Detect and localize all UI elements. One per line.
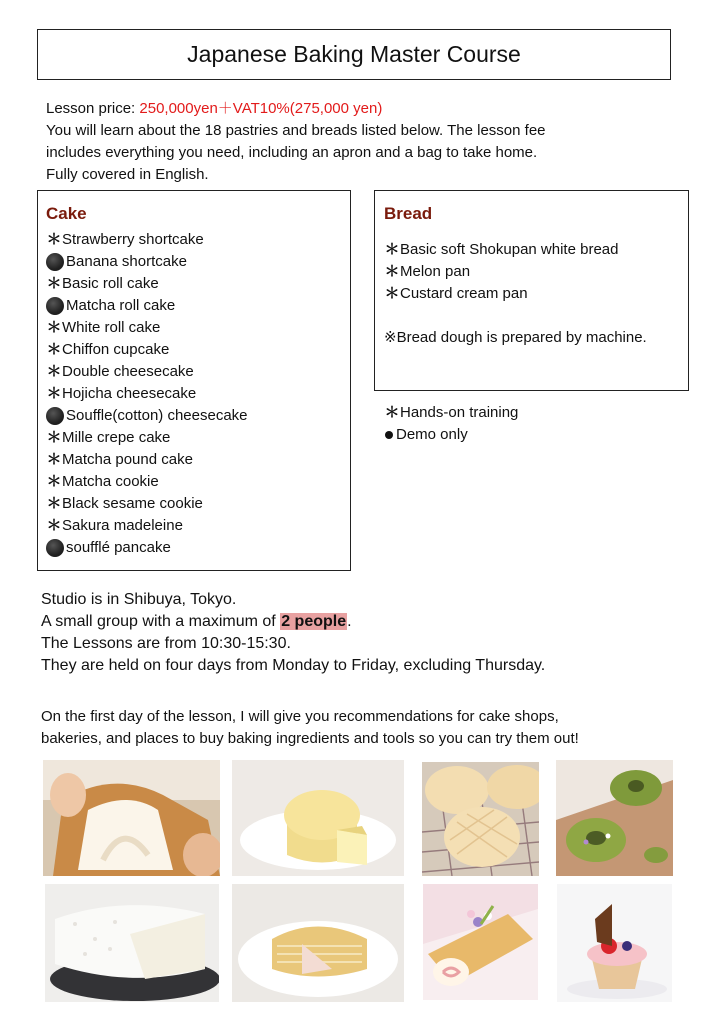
intro-line-4: Fully covered in English. [46, 166, 209, 183]
cake-item [46, 537, 340, 559]
cake-item [46, 317, 340, 339]
info-line-2-pre: A small group with a maximum of [41, 613, 281, 630]
asterisk-icon: ＊ [384, 404, 400, 421]
cake-item-label: Matcha roll cake [66, 297, 176, 314]
asterisk-icon: ＊ [46, 275, 62, 292]
cake-item [46, 229, 340, 251]
cake-item [46, 295, 340, 317]
asterisk-icon: ＊ [46, 473, 62, 490]
legend-demo-label: Demo only [396, 426, 468, 443]
cake-item-label: Black sesame cookie [62, 495, 203, 512]
cake-item-label: Chiffon cupcake [62, 341, 170, 358]
cake-item-label: Double cheesecake [62, 363, 194, 380]
bullet-dot-icon [385, 431, 393, 439]
cake-item [46, 361, 340, 383]
page-title: Japanese Baking Master Course [37, 29, 671, 80]
cake-item [46, 405, 340, 427]
bread-item-label: Basic soft Shokupan white bread [400, 241, 619, 258]
asterisk-icon: ＊ [46, 517, 62, 534]
cake-item [46, 383, 340, 405]
bread-list-box [374, 190, 689, 391]
cake-item [46, 251, 340, 273]
price-label: Lesson price: [46, 100, 140, 117]
cake-item [46, 427, 340, 449]
cake-item-label: Matcha pound cake [62, 451, 193, 468]
cake-item [46, 273, 340, 295]
cake-item [46, 515, 340, 537]
bread-heading: Bread [384, 204, 433, 223]
bread-note: ※Bread dough is prepared by machine. [384, 329, 647, 346]
asterisk-icon: ＊ [384, 241, 400, 258]
asterisk-icon: ＊ [46, 231, 62, 248]
info-line-1: Studio is in Shibuya, Tokyo. [41, 591, 237, 608]
asterisk-icon: ＊ [46, 451, 62, 468]
info-line-4: They are held on four days from Monday to Friday, excluding Thursday. [41, 657, 546, 674]
intro-line-3: includes everything you need, including an apron and a bag to take home. [46, 144, 538, 161]
cake-heading: Cake [46, 204, 87, 223]
melon-pan-photo [422, 762, 539, 876]
cake-item [46, 471, 340, 493]
cake-item [46, 339, 340, 361]
cake-item-label: Sakura madeleine [62, 517, 183, 534]
recommend-line-1: On the first day of the lesson, I will give you recommendations for cake shops, [41, 708, 559, 725]
intro-text [46, 98, 666, 186]
asterisk-icon: ＊ [46, 341, 62, 358]
cake-item-label: Banana shortcake [66, 253, 187, 270]
matcha-bundt-photo [556, 760, 673, 876]
demo-dot-icon [46, 297, 64, 315]
intro-line-2: You will learn about the 18 pastries and breads listed below. The lesson fee [46, 122, 546, 139]
legend-demo [384, 424, 518, 446]
asterisk-icon: ＊ [46, 363, 62, 380]
asterisk-icon: ＊ [384, 285, 400, 302]
cake-item-label: Souffle(cotton) cheesecake [66, 407, 248, 424]
demo-dot-icon [46, 253, 64, 271]
cake-item-label: White roll cake [62, 319, 161, 336]
bread-item-label: Melon pan [400, 263, 471, 280]
price-value: 250,000yen＋VAT10%(275,000 yen) [139, 100, 383, 117]
mille-crepe-photo [232, 884, 404, 1002]
cake-item-label: Hojicha cheesecake [62, 385, 197, 402]
asterisk-icon: ＊ [384, 263, 400, 280]
bread-item [384, 283, 678, 305]
bread-item [384, 239, 678, 261]
cake-item-label: Matcha cookie [62, 473, 159, 490]
price-line [46, 98, 666, 120]
cake-item-label: Basic roll cake [62, 275, 159, 292]
cake-item [46, 493, 340, 515]
group-size-highlight: 2 people [281, 613, 347, 630]
course-info [41, 589, 545, 677]
cake-item-label: Mille crepe cake [62, 429, 171, 446]
info-line-2 [41, 611, 545, 633]
cake-item [46, 449, 340, 471]
asterisk-icon: ＊ [46, 319, 62, 336]
legend-hands-on [384, 402, 518, 424]
recommendation-text [41, 706, 681, 750]
demo-dot-icon [46, 539, 64, 557]
recommend-line-2: bakeries, and places to buy baking ingredients and tools so you can try them out! [41, 730, 579, 747]
bread-item [384, 261, 678, 283]
asterisk-icon: ＊ [46, 429, 62, 446]
bread-item-label: Custard cream pan [400, 285, 528, 302]
shokupan-photo [43, 760, 220, 876]
asterisk-icon: ＊ [46, 385, 62, 402]
chiffon-cake-photo [232, 760, 404, 876]
demo-dot-icon [46, 407, 64, 425]
cupcake-photo [557, 884, 672, 1002]
bread-list [384, 239, 678, 305]
cake-item-label: soufflé pancake [66, 539, 171, 556]
legend-hands-on-label: Hands-on training [400, 404, 519, 421]
info-line-3: The Lessons are from 10:30-15:30. [41, 635, 291, 652]
info-line-2-post: . [347, 613, 352, 630]
white-cake-photo [45, 884, 219, 1002]
legend [384, 402, 518, 446]
cake-list-box [37, 190, 351, 571]
cake-list [46, 229, 340, 559]
cake-item-label: Strawberry shortcake [62, 231, 204, 248]
asterisk-icon: ＊ [46, 495, 62, 512]
roll-cake-photo [423, 884, 538, 1000]
